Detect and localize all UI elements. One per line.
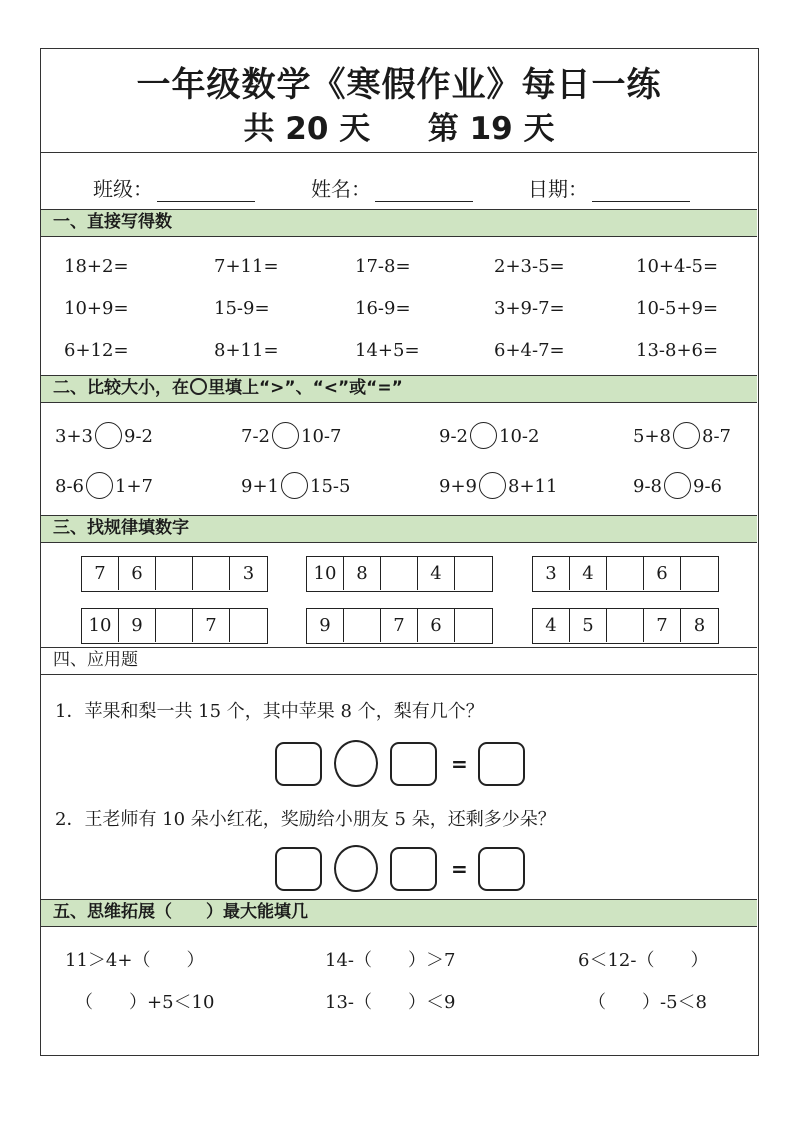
compare-item [55,422,153,449]
answer-square[interactable] [390,742,437,786]
section-5-header: 五、思维拓展（ ）最大能填几 [41,899,757,927]
day-counter [41,103,757,148]
compare-left: 9+9 [439,476,477,497]
sequence-blank-box[interactable] [455,557,492,590]
sequence-box: 6 [418,609,455,642]
sequence-blank-box[interactable] [344,609,381,642]
compare-circle[interactable] [470,422,497,449]
arithmetic-problem: 8+11= [214,340,279,361]
class-field[interactable] [93,173,255,202]
answer-square[interactable] [390,847,437,891]
compare-right: 1+7 [115,476,153,497]
date-label: 日期： [528,177,588,201]
sequence-blank-box[interactable] [381,557,418,590]
sequence-blank-box[interactable] [156,557,193,590]
section-2-title-end: 里填上“>”、“<”或“=” [208,378,403,398]
class-label: 班级： [93,177,153,201]
sequence-box: 3 [533,557,570,590]
compare-item [633,472,722,499]
number-sequence [532,608,719,644]
compare-circle[interactable] [86,472,113,499]
compare-item [241,422,341,449]
sequence-box: 4 [418,557,455,590]
number-sequence [81,556,268,592]
worksheet-title: 一年级数学《寒假作业》每日一练 [136,65,662,105]
sequence-blank-box[interactable] [230,609,267,642]
compare-right: 9-6 [693,476,722,497]
sequence-blank-box[interactable] [607,609,644,642]
sequence-blank-box[interactable] [455,609,492,642]
arithmetic-problem: 10-5+9= [636,298,719,319]
name-blank[interactable] [375,182,473,202]
arithmetic-problem: 6+4-7= [494,340,565,361]
name-label: 姓名： [311,177,371,201]
result-square[interactable] [478,847,525,891]
sequence-box: 7 [82,557,119,590]
sequence-box: 5 [570,609,607,642]
compare-left: 8-6 [55,476,84,497]
inequality-problem: （ ）-5＜8 [588,992,707,1013]
compare-circle[interactable] [95,422,122,449]
number-sequence [306,608,493,644]
section-4-header: 四、应用题 [41,647,757,675]
sequence-box: 7 [644,609,681,642]
date-field[interactable] [528,173,690,202]
compare-left: 9-8 [633,476,662,497]
arithmetic-problem: 3+9-7= [494,298,565,319]
compare-right: 15-5 [310,476,351,497]
number-sequence [532,556,719,592]
sequence-box: 6 [644,557,681,590]
sequence-blank-box[interactable] [681,557,718,590]
compare-circle[interactable] [664,472,691,499]
current-day: 第 19 天 [427,111,555,147]
compare-item [439,422,539,449]
arithmetic-problem: 15-9= [214,298,270,319]
compare-left: 9+1 [241,476,279,497]
sequence-box: 9 [119,609,156,642]
sequence-box: 9 [307,609,344,642]
arithmetic-problem: 16-9= [355,298,411,319]
sequence-box: 4 [570,557,607,590]
equals-sign: = [451,856,468,881]
inequality-problem: 14-（ ）＞7 [325,950,456,971]
equation-frame-2 [275,845,525,892]
equals-sign: = [451,751,468,776]
arithmetic-problem: 10+9= [64,298,129,319]
sequence-blank-box[interactable] [156,609,193,642]
compare-left: 7-2 [241,426,270,447]
number-sequence [306,556,493,592]
compare-left: 5+8 [633,426,671,447]
section-2-header [41,375,757,403]
compare-circle[interactable] [673,422,700,449]
arithmetic-problem: 13-8+6= [636,340,719,361]
answer-square[interactable] [275,847,322,891]
section-2-title-start: 二、比较大小，在 [53,378,189,398]
inequality-problem: 13-（ ）＜9 [325,992,456,1013]
compare-right: 10-2 [499,426,540,447]
compare-item [241,472,350,499]
compare-item [55,472,153,499]
circle-icon [190,378,207,395]
compare-left: 9-2 [439,426,468,447]
name-field[interactable] [311,173,473,202]
date-blank[interactable] [592,182,690,202]
sequence-blank-box[interactable] [607,557,644,590]
sequence-blank-box[interactable] [193,557,230,590]
number-sequence [81,608,268,644]
total-days: 共 20 天 [243,111,371,147]
sequence-box: 10 [307,557,344,590]
arithmetic-problem: 18+2= [64,256,129,277]
sequence-box: 3 [242,563,255,584]
inequality-problem: （ ）+5＜10 [75,992,215,1013]
inequality-problem: 11＞4+（ ） [65,950,205,971]
arithmetic-problem: 7+11= [214,256,279,277]
compare-right: 10-7 [301,426,342,447]
compare-right: 8+11 [508,476,558,497]
section-1-header: 一、直接写得数 [41,209,757,237]
arithmetic-problem: 14+5= [355,340,420,361]
class-blank[interactable] [157,182,255,202]
compare-right: 8-7 [702,426,731,447]
worksheet [40,48,759,1056]
sequence-box: 6 [119,557,156,590]
compare-right: 9-2 [124,426,153,447]
compare-circle[interactable] [281,472,308,499]
sequence-box: 7 [193,609,230,642]
title-box [41,49,757,153]
answer-square[interactable] [275,742,322,786]
word-problem-2: 2．王老师有 10 朵小红花，奖励给小朋友 5 朵，还剩多少朵？ [55,809,556,830]
compare-circle[interactable] [272,422,299,449]
equation-frame-1 [275,740,525,787]
arithmetic-problem: 2+3-5= [494,256,565,277]
result-square[interactable] [478,742,525,786]
word-problem-1: 1．苹果和梨一共 15 个，其中苹果 8 个，梨有几个？ [55,701,484,722]
compare-left: 3+3 [55,426,93,447]
arithmetic-problem: 10+4-5= [636,256,719,277]
sequence-box: 7 [381,609,418,642]
arithmetic-problem: 17-8= [355,256,411,277]
section-3-header: 三、找规律填数字 [41,515,757,543]
compare-item [439,472,557,499]
inequality-problem: 6＜12-（ ） [578,950,709,971]
sequence-box: 10 [82,609,119,642]
sequence-box: 8 [693,615,706,636]
arithmetic-problem: 6+12= [64,340,129,361]
sequence-box: 4 [533,609,570,642]
compare-circle[interactable] [479,472,506,499]
sequence-box: 8 [344,557,381,590]
operator-circle[interactable] [334,845,378,892]
compare-item [633,422,731,449]
operator-circle[interactable] [334,740,378,787]
